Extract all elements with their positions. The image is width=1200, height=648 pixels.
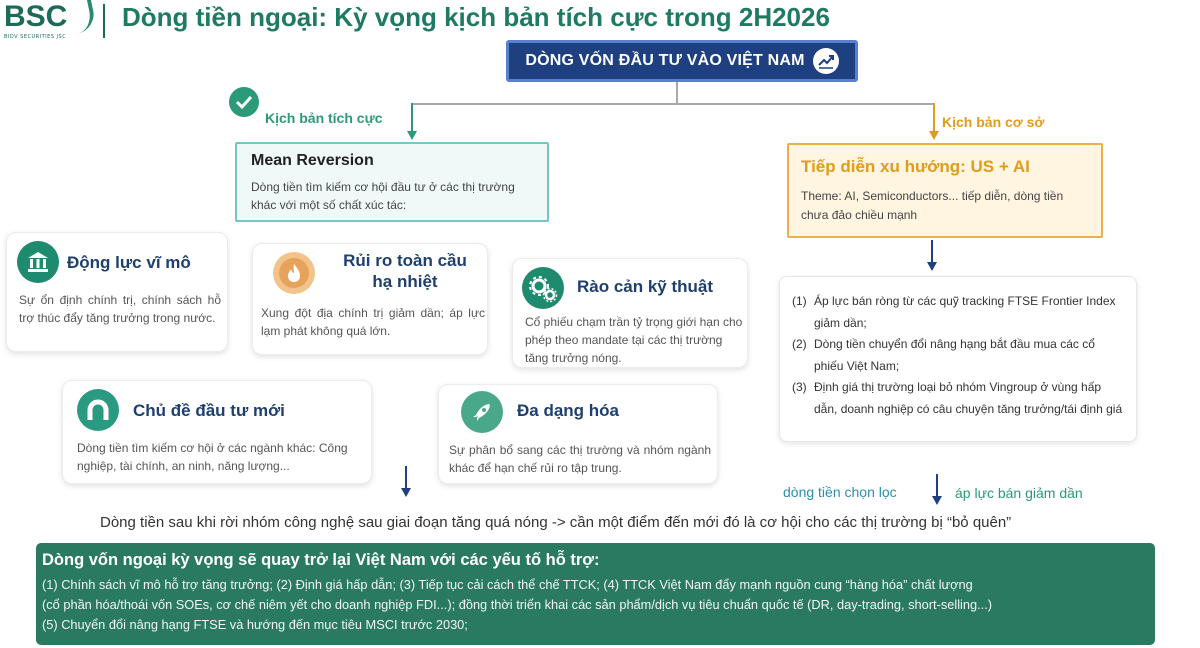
bottom-sentence: Dòng tiền sau khi rời nhóm công nghệ sau giai đoạn tăng quá nóng -> cần một điểm đến mới đó là cơ hội cho các thị trường bị “bỏ quên”	[100, 514, 1012, 531]
driver-title-line2: hạ nhiệt	[372, 272, 438, 291]
arrow-down-left	[398, 466, 414, 503]
trend-continuation-box	[787, 143, 1103, 238]
logo-subtitle: BIDV SECURITIES JSC	[4, 34, 67, 40]
list-item	[792, 377, 1124, 420]
magnet-icon	[77, 389, 119, 431]
arrow-to-positive	[404, 103, 420, 146]
driver-title	[335, 250, 475, 292]
summary-title: Dòng vốn ngoại kỳ vọng sẽ quay trở lại Việt Nam với các yếu tố hỗ trợ:	[42, 551, 600, 569]
top-box-label: DÒNG VỐN ĐẦU TƯ VÀO VIỆT NAM	[525, 52, 805, 69]
driver-desc: Sự ổn định chính trị, chính sách hỗ trợ thúc đẩy tăng trưởng trong nước.	[19, 293, 221, 325]
driver-title: Rào cản kỹ thuật	[577, 277, 714, 296]
driver-card-macro	[6, 232, 228, 352]
page-title: Dòng tiền ngoại: Kỳ vọng kịch bản tích cực trong 2H2026	[122, 2, 830, 32]
connector-horizontal	[411, 103, 934, 105]
selective-flow-label: dòng tiền chọn lọc	[783, 484, 897, 500]
top-box	[506, 40, 858, 82]
driver-card-global-risk	[252, 243, 488, 355]
driver-desc: Xung đột địa chính trị giảm dần; áp lực lạm phát không quá lớn.	[261, 306, 485, 338]
list-item-number: (1)	[792, 294, 807, 308]
rocket-icon	[461, 391, 503, 433]
driver-title: Đa dạng hóa	[517, 401, 620, 420]
mean-reversion-title: Mean Reversion	[251, 152, 374, 169]
driver-desc: Cổ phiếu chạm trần tỷ trọng giới hạn cho phép theo mandate tại các thị trường tăng trưởng nóng.	[525, 315, 743, 365]
driver-card-technical	[512, 258, 748, 368]
check-icon	[229, 87, 259, 117]
list-item-text: Áp lực bán ròng từ các quỹ tracking FTSE Frontier Index giảm dần;	[814, 294, 1116, 330]
base-scenario-list	[779, 276, 1137, 442]
list-item	[792, 291, 1124, 334]
header-divider	[103, 4, 105, 38]
driver-title-line1: Rủi ro toàn cầu	[343, 251, 467, 270]
driver-card-new-theme	[62, 380, 372, 484]
driver-desc: Sự phân bổ sang các thị trường và nhóm ngành khác để hạn chế rủi ro tập trung.	[449, 443, 711, 475]
bsc-logo	[4, 2, 96, 42]
trend-continuation-title: Tiếp diễn xu hướng: US + AI	[801, 157, 1030, 176]
driver-desc: Dòng tiền tìm kiếm cơ hội ở các ngành khác: Công nghiệp, tài chính, an ninh, năng lượng...	[77, 441, 348, 473]
driver-card-diversification	[438, 384, 718, 484]
arrow-to-base	[926, 103, 942, 146]
driver-title: Động lực vĩ mô	[67, 253, 191, 272]
trend-continuation-desc: Theme: AI, Semiconductors... tiếp diễn, dòng tiền chưa đảo chiều mạnh	[801, 189, 1064, 222]
arrow-down-right	[929, 474, 945, 511]
trend-chart-icon	[813, 48, 839, 74]
connector-stem	[676, 82, 678, 104]
fire-icon	[273, 252, 315, 294]
gears-icon	[522, 267, 564, 309]
list-item-number: (2)	[792, 337, 807, 351]
logo-text: BSC	[4, 0, 68, 33]
bank-icon	[17, 241, 59, 283]
mean-reversion-box	[235, 142, 549, 222]
positive-scenario-label: Kịch bản tích cực	[265, 110, 383, 126]
driver-title: Chủ đề đầu tư mới	[133, 401, 285, 420]
arrow-down-base	[924, 240, 940, 277]
summary-box	[36, 543, 1155, 645]
selling-pressure-label: áp lực bán giảm dần	[955, 485, 1083, 501]
base-scenario-label: Kịch bản cơ sở	[942, 114, 1045, 130]
list-item	[792, 334, 1124, 377]
list-item-text: Định giá thị trường loại bỏ nhóm Vingroup ở vùng hấp dẫn, doanh nghiệp có câu chuyện tăng trưởng/tái định giá	[814, 380, 1123, 416]
list-item-text: Dòng tiền chuyển đổi nâng hạng bắt đầu mua các cổ phiếu Việt Nam;	[814, 337, 1095, 373]
summary-line: (1) Chính sách vĩ mô hỗ trợ tăng trưởng; (2) Định giá hấp dẫn; (3) Tiếp tục cải cách thể chế TTCK; (4) TTCK Việt Nam đẩy mạnh nguồn cung “hàng hóa” chất lượng	[42, 577, 973, 592]
mean-reversion-desc: Dòng tiền tìm kiếm cơ hội đầu tư ở các thị trường khác với một số chất xúc tác:	[251, 180, 515, 212]
summary-line: (cổ phần hóa/thoái vốn SOEs, cơ chế niêm yết cho doanh nghiệp FDI...); đồng thời triển khai các sản phẩm/dịch vụ tiêu chuẩn quốc tế (DR, day-trading, short-selling...)	[42, 597, 993, 612]
list-item-number: (3)	[792, 380, 807, 394]
summary-line: (5) Chuyển đổi nâng hạng FTSE và hướng đến mục tiêu MSCI trước 2030;	[42, 617, 468, 632]
